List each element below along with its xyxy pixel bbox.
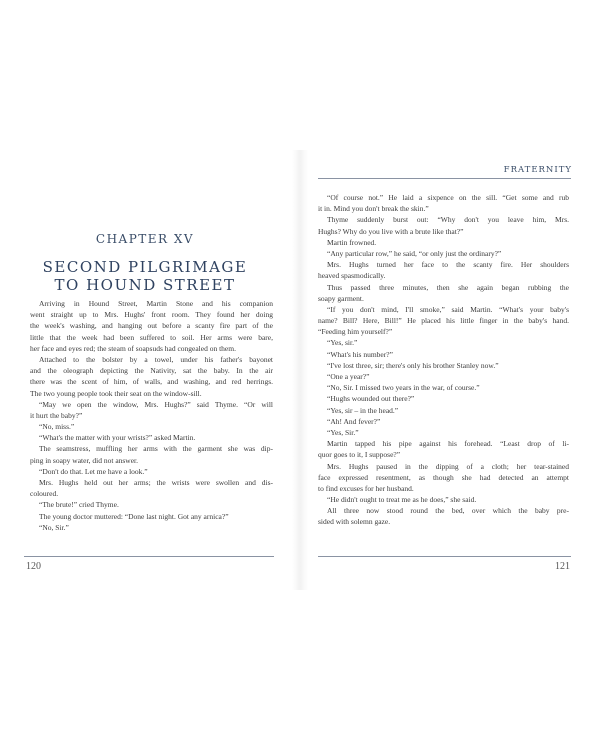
- running-head: FRATERNITY: [503, 165, 572, 175]
- text-line: her face and eyes red; the steam of soapsuds had congealed on them.: [30, 343, 236, 353]
- text-line: “No, Sir. I missed two years in the war, of course.”: [327, 383, 480, 393]
- text-line: “If you don't mind, I'll smoke,” said Martin. “What's your baby's: [327, 304, 569, 314]
- text-line: “No, Sir.”: [39, 522, 69, 532]
- text-line: The seamstress, muffling her arms with the garment she was dip-: [39, 444, 273, 454]
- page-number: 120: [26, 561, 41, 572]
- chapter-title-line-2: TO HOUND STREET: [54, 276, 236, 294]
- text-line: ping in soapy water, did not answer.: [30, 455, 139, 465]
- text-line: Thyme suddenly burst out: “Why don't you leave him, Mrs.: [327, 215, 569, 225]
- left-body-text: [30, 298, 273, 533]
- text-line: “What's his number?”: [327, 349, 393, 359]
- text-line: All three now stood round the bed, over which the baby pre-: [327, 506, 569, 516]
- text-line: The young doctor muttered: “Done last night. Got any arnica?”: [39, 511, 229, 521]
- text-line: “Of course not.” He laid a sixpence on the sill. “Get some and rub: [327, 193, 569, 202]
- text-line: name? Bill? Here, Bill!” He placed his little finger in the baby's hand.: [318, 316, 569, 326]
- text-line: “What's the matter with your wrists?” asked Martin.: [39, 433, 196, 443]
- text-line: “Yes, sir – in the head.”: [327, 405, 399, 415]
- text-line: Mrs. Hughs turned her face to the scanty fire. Her shoulders: [327, 260, 569, 270]
- text-line: “Feeding him yourself?”: [318, 327, 393, 337]
- chapter-title-line-1: SECOND PILGRIMAGE: [42, 258, 248, 276]
- text-line: quor goes to it, I suppose?”: [318, 450, 401, 460]
- footer-rule: [24, 556, 274, 557]
- text-line: “Yes, sir.”: [327, 338, 358, 348]
- text-line: “May we open the window, Mrs. Hughs?” said Thyme. “Or will: [39, 399, 273, 409]
- text-line: “He didn't ought to treat me as he does,” she said.: [327, 495, 477, 505]
- text-line: to find excuses for her husband.: [318, 483, 414, 493]
- text-line: “One a year?”: [327, 372, 370, 381]
- text-line: “I've lost three, sir; there's only his brother Stanley now.”: [327, 360, 499, 370]
- text-line: “Yes, Sir.”: [327, 427, 359, 437]
- text-line: The two young people took their seat on the window-sill.: [30, 388, 202, 398]
- text-line: “Any particular row,” he said, “or only just the ordinary?”: [327, 248, 502, 258]
- text-line: it in. Mind you don't break the skin.”: [318, 204, 429, 214]
- text-line: “The brute!” cried Thyme.: [39, 500, 119, 510]
- text-line: “Don't do that. Let me have a look.”: [39, 466, 148, 476]
- text-line: the week's washing, and hanging out before a scanty fire part of the: [30, 321, 273, 331]
- text-line: little that the week had been suffered to soil. Her arms were bare,: [30, 332, 273, 342]
- header-rule: [318, 178, 571, 179]
- text-line: Thus passed three minutes, then she again began rubbing the: [327, 282, 569, 292]
- text-line: and the oleograph depicting the Nativity, sat the baby. In the air: [30, 366, 273, 376]
- chapter-title: [0, 258, 290, 294]
- text-line: Arriving in Hound Street, Martin Stone and his companion: [39, 299, 273, 308]
- text-line: sided with solemn gaze.: [318, 517, 391, 527]
- text-line: Attached to the bolster by a towel, under his father's bayonet: [39, 354, 273, 364]
- page-number: 121: [555, 561, 570, 572]
- text-line: there was the scent of him, of walls, and washing, and red herrings.: [30, 377, 273, 387]
- text-line: heaved spasmodically.: [318, 271, 386, 281]
- text-line: “No, miss.”: [39, 422, 75, 432]
- text-line: soapy garment.: [318, 293, 364, 303]
- text-line: Hughs? Why do you live with a brute like that?”: [318, 226, 464, 236]
- text-line: “Hughs wounded out there?”: [327, 394, 415, 404]
- text-line: Mrs. Hughs paused in the dipping of a cloth; her tear-stained: [327, 461, 569, 471]
- text-line: Mrs. Hughs held out her arms; the wrists were swollen and dis-: [39, 478, 273, 487]
- text-line: Martin frowned.: [327, 237, 377, 247]
- text-line: it hurt the baby?”: [30, 410, 83, 420]
- text-line: went straight up to Mrs. Hughs' front room. They found her doing: [30, 310, 273, 320]
- text-line: Martin tapped his pipe against his forehead. “Least drop of li-: [327, 439, 569, 449]
- chapter-label: CHAPTER XV: [95, 232, 195, 246]
- footer-rule: [318, 556, 571, 557]
- text-line: “Ah! And fever?”: [327, 416, 381, 426]
- text-line: face expressed resentment, as though she had detected an attempt: [318, 472, 569, 482]
- right-body-text: [318, 192, 569, 528]
- text-line: coloured.: [30, 489, 59, 499]
